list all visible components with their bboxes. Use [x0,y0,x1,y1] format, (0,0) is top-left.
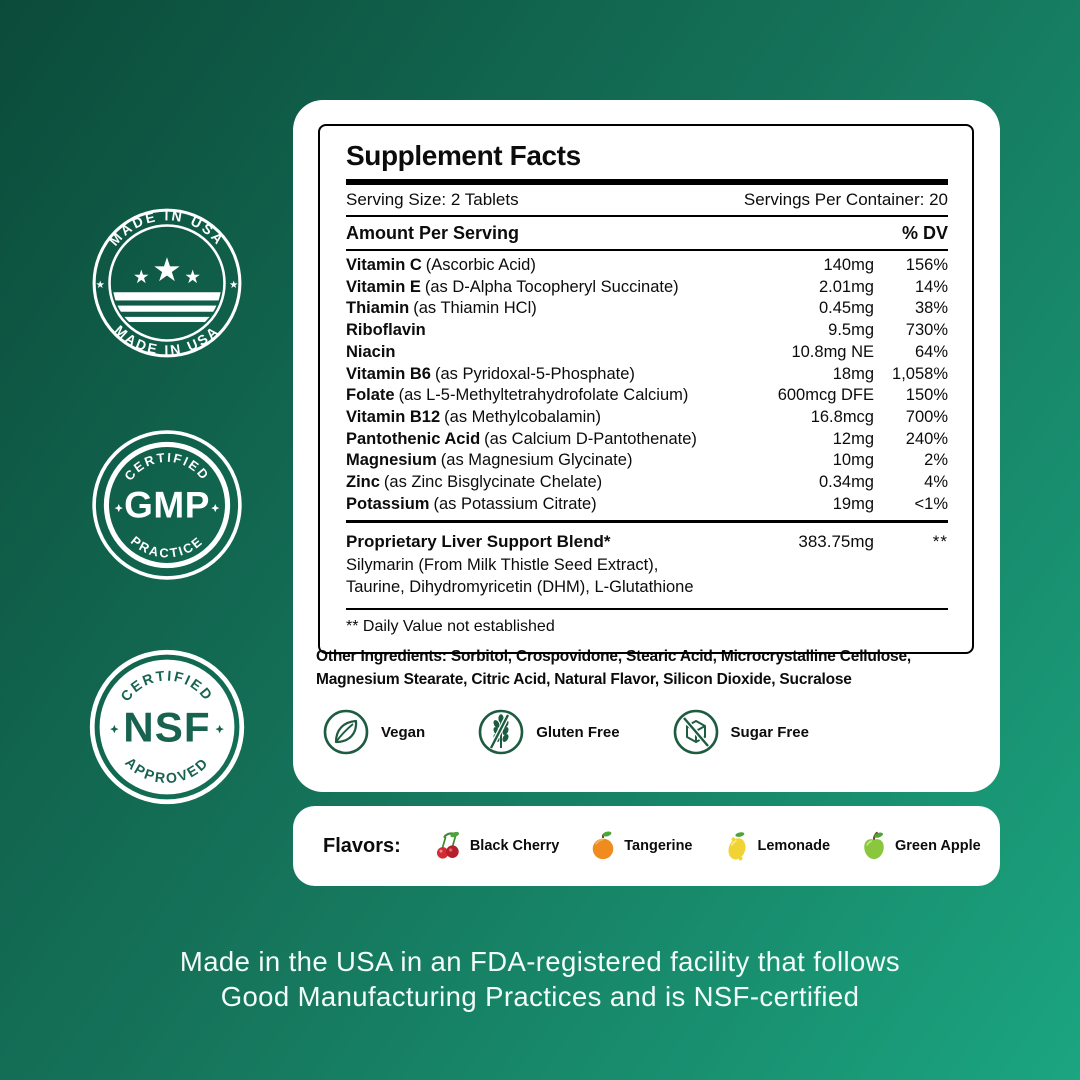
nutrient-name: Thiamin [346,299,410,318]
nutrient-dv: 730% [905,321,948,340]
nutrient-name: Potassium [346,494,430,513]
nutrient-amount: 18mg [832,364,874,383]
nutrient-dv: <1% [914,494,948,513]
other-ingredients-line2: Magnesium Stearate, Citric Acid, Natural Flavor, Silicon Dioxide, Sucralose [316,670,852,688]
dv-header: % DV [901,222,948,243]
nutrient-amount: 12mg [832,429,874,448]
servings-per-container: Servings Per Container: 20 [743,190,948,209]
other-ingredients-line1: Other Ingredients: Sorbitol, Crospovidone, Stearic Acid, Microcrystalline Cellulose, [316,648,912,665]
feature-label: Gluten Free [536,723,620,741]
nutrient-form: (as Zinc Bisglycinate Chelate) [383,473,603,492]
nutrient-row [346,255,948,277]
nutrient-name: Vitamin C [346,256,422,274]
svg-text:MADE IN USA [106,207,229,248]
stripes-icon [108,292,225,322]
nutrient-row [346,407,948,429]
nutrient-row [346,450,948,472]
nutrient-row [346,342,948,364]
nutrient-name: Vitamin B12 [346,407,441,426]
nutrient-row [346,429,948,451]
nutrient-name: Vitamin B6 [346,364,431,383]
blend-dv: ** [932,531,948,551]
green-apple-icon [860,830,888,862]
svg-text:★: ★ [229,279,239,292]
svg-text:★: ★ [95,279,105,292]
badge-center-text: NSF [123,703,211,751]
nutrient-row [346,320,948,342]
feature-label: Sugar Free [730,723,809,741]
nutrient-form: (as Thiamin HCl) [413,299,537,318]
flavors-card [293,806,1000,886]
nutrient-dv: 156% [905,256,948,274]
nsf-badge [88,648,246,806]
nutrient-dv: 150% [905,386,948,405]
nutrient-dv: 1,058% [892,364,948,383]
blend-name: Proprietary Liver Support Blend* [346,531,611,551]
nutrient-dv: 4% [924,473,948,492]
nutrient-rows [346,251,948,520]
badge-bottom-text: MADE IN USA [111,321,223,359]
nutrient-amount: 0.45mg [818,299,874,318]
footer-line2: Good Manufacturing Practices and is NSF-certified [220,981,860,1012]
badge-bottom-text: PRACTICE [127,532,207,561]
nutrient-amount: 600mcg DFE [777,386,874,405]
blend-ingredients-line1: Silymarin (From Milk Thistle Seed Extract), [346,555,659,574]
nutrient-form: (as Pyridoxal-5-Phosphate) [434,364,635,383]
nutrient-amount: 10mg [832,451,874,470]
nutrient-name: Riboflavin [346,321,426,340]
leaf-icon [322,708,370,756]
nutrient-name: Vitamin E [346,277,421,296]
badge-center-text: GMP [124,484,210,526]
nutrient-dv: 2% [924,451,948,470]
nutrient-form: (as Potassium Citrate) [433,494,597,513]
feature-label: Vegan [381,723,426,741]
flavor-black-cherry [435,830,559,862]
blend-amount: 383.75mg [798,531,874,551]
tangerine-icon [589,830,617,862]
feature-gluten-free [477,708,619,756]
nutrient-row [346,364,948,386]
badge-bottom-text: APPROVED [121,754,213,788]
no-gluten-icon [477,708,525,756]
nutrient-form: (as L-5-Methyltetrahydrofolate Calcium) [398,386,689,405]
nutrient-dv: 240% [905,429,948,448]
flavor-name: Lemonade [757,838,831,854]
flavors-label: Flavors: [323,834,401,857]
supplement-facts-panel [318,124,974,654]
nutrient-name: Zinc [346,473,380,492]
no-sugar-icon [672,708,720,756]
nutrient-dv: 38% [914,299,948,318]
nutrient-amount: 9.5mg [828,321,874,340]
made-in-usa-badge [90,206,244,360]
nutrient-row [346,472,948,494]
nutrient-amount: 140mg [823,256,874,274]
nutrient-name: Pantothenic Acid [346,429,481,448]
blend-ingredients-line2: Taurine, Dihydromyricetin (DHM), L-Glutathione [346,578,694,597]
nutrient-amount: 0.34mg [818,473,874,492]
nutrient-dv: 14% [914,277,948,296]
feature-vegan [322,708,425,756]
nutrient-amount: 16.8mcg [810,407,874,426]
badge-top-text: CERTIFIED [121,449,213,484]
feature-badges [322,708,1000,756]
supplement-facts-card [293,100,1000,792]
flavor-name: Tangerine [624,838,693,854]
svg-text:★: ★ [133,267,150,288]
cherry-icon [435,830,463,862]
flavor-name: Green Apple [895,838,981,854]
nutrient-row [346,277,948,299]
svg-text:★: ★ [152,250,182,289]
nutrient-dv: 700% [905,407,948,426]
nutrient-row [346,298,948,320]
nutrient-amount: 19mg [832,494,874,513]
nutrient-form: (as Magnesium Glycinate) [440,451,633,470]
flavor-name: Black Cherry [469,838,560,854]
nutrient-amount: 10.8mg NE [791,342,874,361]
dv-footnote: ** Daily Value not established [346,618,555,636]
badge-top-text: MADE IN USA [105,207,229,249]
nutrient-name: Niacin [346,342,396,361]
footer-text [0,944,1080,1014]
nutrient-dv: 64% [914,342,948,361]
lemon-icon [723,830,751,862]
facts-title: Supplement Facts [346,140,581,171]
flavor-green-apple [860,830,981,862]
footer-line1: Made in the USA in an FDA-registered facility that follows [179,946,901,977]
badge-top-text: CERTIFIED [118,668,216,705]
flavor-tangerine [589,830,692,862]
amount-per-serving-header: Amount Per Serving [346,222,520,243]
nutrient-form: (as Calcium D-Pantothenate) [484,429,697,448]
nutrient-form: (as D-Alpha Tocopheryl Succinate) [424,277,679,296]
gmp-badge [90,428,244,582]
feature-sugar-free [672,708,809,756]
serving-size: Serving Size: 2 Tablets [346,190,519,209]
nutrient-row [346,385,948,407]
nutrient-name: Magnesium [346,451,437,470]
nutrient-form: (Ascorbic Acid) [425,256,536,274]
nutrient-row [346,494,948,516]
nutrient-amount: 2.01mg [818,277,874,296]
flavor-lemonade [723,830,831,862]
nutrient-form: (as Methylcobalamin) [444,407,601,426]
nutrient-name: Folate [346,386,395,405]
svg-text:★: ★ [184,267,201,288]
